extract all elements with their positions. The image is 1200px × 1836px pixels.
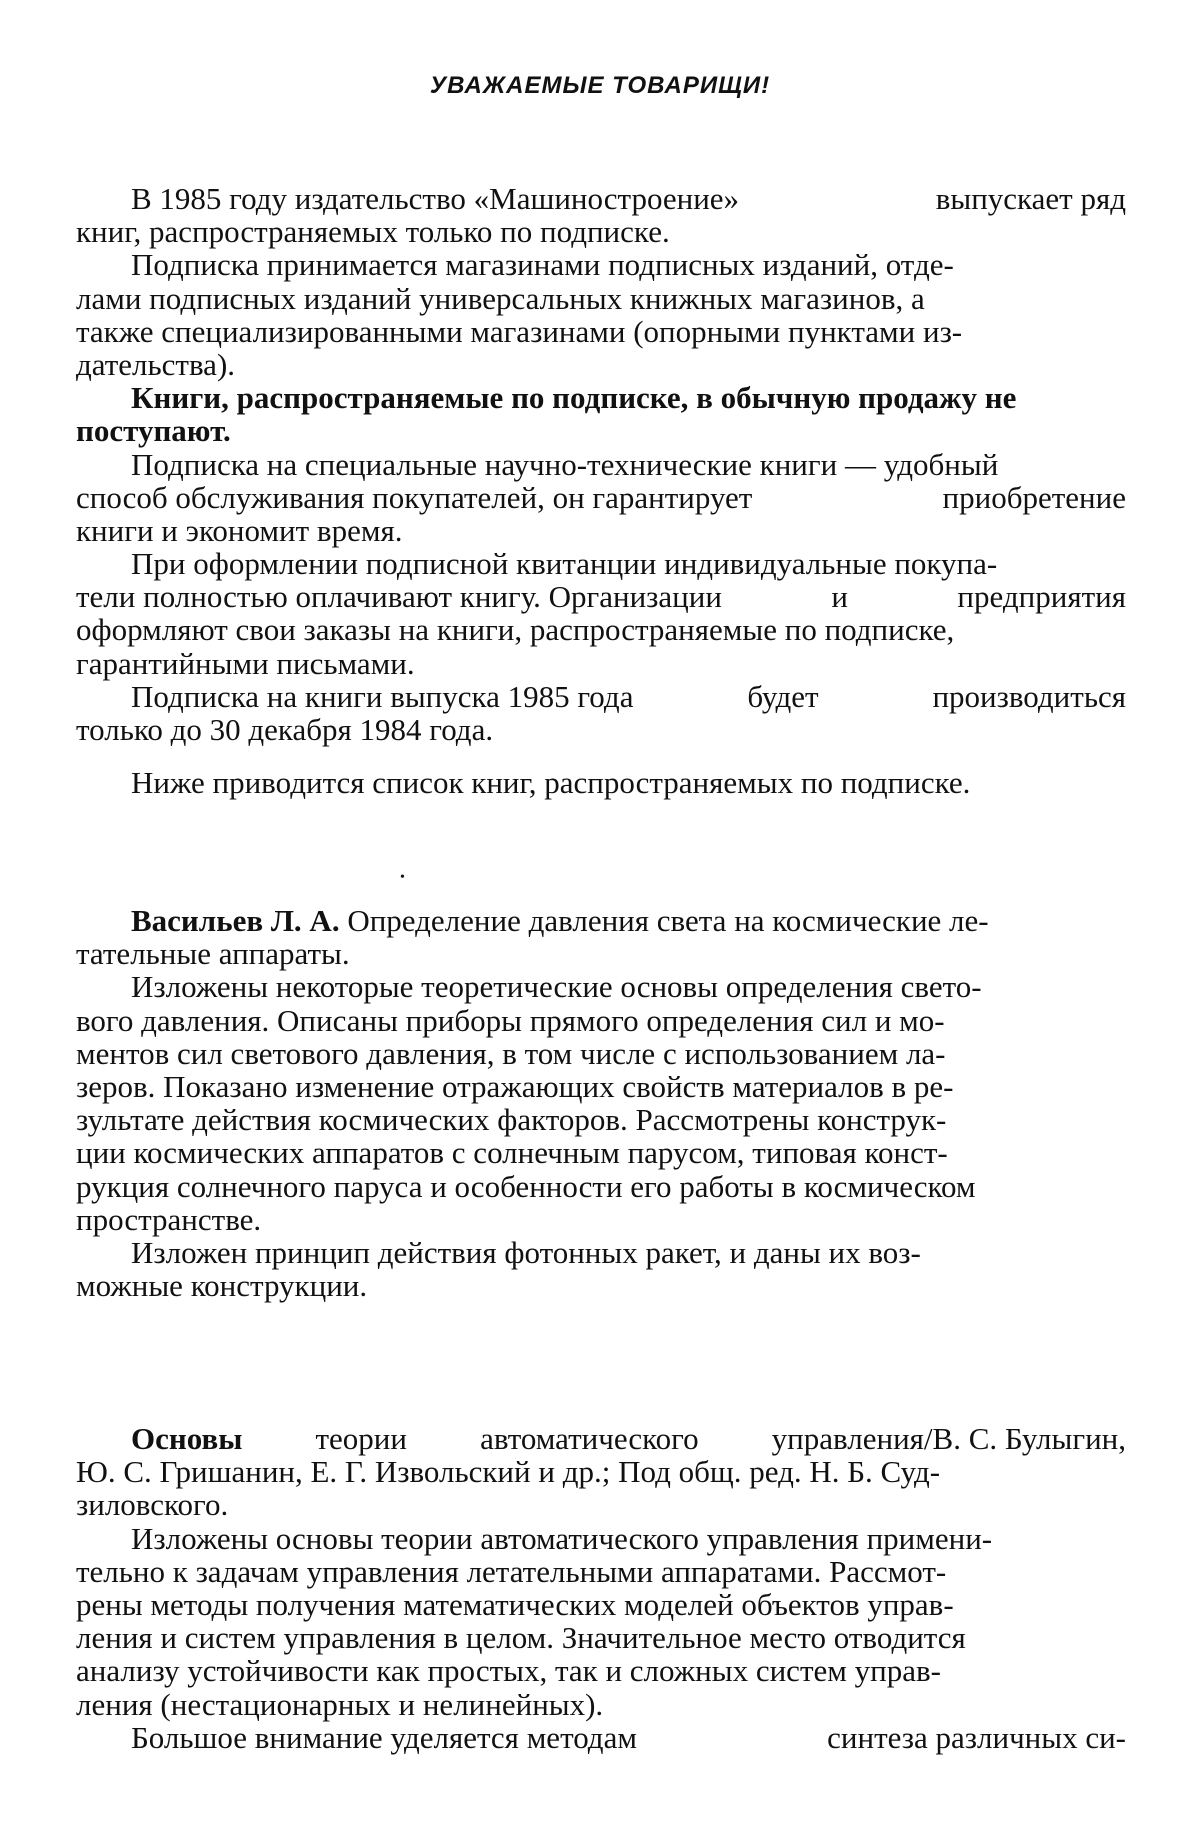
text-segment: и xyxy=(831,579,848,615)
text-segment: При оформлении подписной квитанции индивидуальные покупа- xyxy=(131,546,998,582)
text-segment: книг, распространяемых только по подписке. xyxy=(76,214,670,250)
text-segment: тательные аппараты. xyxy=(76,936,350,972)
text-line xyxy=(76,315,1126,348)
text-line xyxy=(76,514,1126,547)
text-segment: Большое внимание уделяется методам xyxy=(131,1719,637,1755)
book-title-bold: Основы xyxy=(131,1421,243,1456)
text-segment: вого давления. Описаны приборы прямого определения сил и мо- xyxy=(76,1002,945,1038)
text-segment: гарантийными письмами. xyxy=(76,645,415,681)
text-segment: способ обслуживания покупателей, он гарантирует xyxy=(76,479,753,515)
page-heading: УВАЖАЕМЫЕ ТОВАРИЩИ! xyxy=(429,72,771,99)
text-segment: теории xyxy=(315,1421,407,1456)
text-segment: Подписка на специальные научно-технические книги — удобный xyxy=(131,446,999,482)
text-segment: Изложен принцип действия фотонных ракет, и даны их воз- xyxy=(131,1234,921,1270)
text-line xyxy=(76,1654,1126,1687)
text-line xyxy=(76,1004,1126,1037)
text-segment: Изложены основы теории автоматического управления примени- xyxy=(131,1520,993,1556)
text-segment: тельно к задачам управления летательными аппаратами. Рассмот- xyxy=(76,1553,947,1589)
text-segment: можные конструкции. xyxy=(76,1268,368,1304)
book-entry-osnovy xyxy=(76,1422,1126,1754)
text-line xyxy=(76,381,1126,414)
text-line xyxy=(76,1522,1126,1555)
stray-mark: • xyxy=(400,870,405,885)
text-segment: ментов сил светового давления, в том числе с использованием ла- xyxy=(76,1035,946,1071)
text-segment: рукция солнечного паруса и особенности его работы в космическом xyxy=(76,1168,976,1204)
text-segment: книги и экономит время. xyxy=(76,512,403,548)
text-segment: выпускает ряд xyxy=(935,181,1126,216)
text-segment: пространстве. xyxy=(76,1201,262,1237)
text-line xyxy=(76,1170,1126,1203)
text-segment: В 1985 году издательство «Машиностроение» xyxy=(131,181,740,216)
text-line xyxy=(76,647,1126,680)
text-segment xyxy=(131,904,989,937)
text-line xyxy=(76,1136,1126,1169)
text-line xyxy=(76,904,1126,937)
text-segment: рены методы получения математических моделей объектов управ- xyxy=(76,1586,954,1622)
text-line xyxy=(76,448,1126,481)
text-line xyxy=(76,215,1126,248)
text-line xyxy=(76,1721,1126,1754)
text-line xyxy=(76,1236,1126,1269)
text-segment: синтеза различных си- xyxy=(827,1719,1126,1755)
intro-section xyxy=(76,182,1126,799)
text-segment: только до 30 декабря 1984 года. xyxy=(76,712,494,747)
text-segment: ления (нестационарных и нелинейных). xyxy=(76,1686,604,1722)
text-line xyxy=(76,1269,1126,1302)
text-segment: оформляют свои заказы на книги, распространяемые по подписке, xyxy=(76,612,955,648)
text-line xyxy=(76,1588,1126,1621)
text-segment: лами подписных изданий универсальных книжных магазинов, а xyxy=(76,280,925,316)
text-segment: дательства). xyxy=(76,346,236,382)
text-segment: ления и систем управления в целом. Значительное место отводится xyxy=(76,1620,966,1656)
text-segment: анализу устойчивости как простых, так и сложных систем управ- xyxy=(76,1653,941,1689)
text-line xyxy=(76,713,1126,746)
text-segment: приобретение xyxy=(942,479,1126,515)
text-segment: зеров. Показано изменение отражающих свойств материалов в ре- xyxy=(76,1068,954,1104)
text-line xyxy=(76,1422,1126,1455)
text-line xyxy=(76,182,1126,215)
text-line xyxy=(76,1488,1126,1521)
text-segment: поступают. xyxy=(76,413,231,449)
text-line xyxy=(76,1203,1126,1236)
text-segment: автоматического xyxy=(480,1421,699,1456)
text-line xyxy=(76,613,1126,646)
text-segment: Ю. С. Гришанин, Е. Г. Извольский и др.; Под общ. ред. Н. Б. Суд- xyxy=(76,1454,941,1490)
text-line xyxy=(76,1455,1126,1488)
text-segment: будет xyxy=(747,678,819,714)
text-segment: Подписка принимается магазинами подписных изданий, отде- xyxy=(131,247,954,283)
text-line xyxy=(76,1037,1126,1070)
text-line xyxy=(76,282,1126,315)
text-line xyxy=(76,1621,1126,1654)
text-line xyxy=(76,414,1126,447)
text-segment: предприятия xyxy=(957,579,1126,615)
text-segment: зиловского. xyxy=(76,1487,229,1523)
text-segment: Изложены некоторые теоретические основы определения свето- xyxy=(131,969,982,1005)
text-line xyxy=(76,1103,1126,1136)
book-title: Определение давления света на космические ле- xyxy=(347,903,989,938)
text-segment: тели полностью оплачивают книгу. Организации xyxy=(76,579,722,615)
text-line xyxy=(76,1555,1126,1588)
text-line xyxy=(76,547,1126,580)
text-line xyxy=(76,348,1126,381)
text-line xyxy=(76,1688,1126,1721)
book-entry-vasiliev xyxy=(76,904,1126,1302)
text-segment: управления/В. С. Булыгин, xyxy=(771,1421,1126,1456)
book-author: Васильев Л. А. xyxy=(131,903,340,938)
text-line xyxy=(76,766,1126,799)
text-line xyxy=(76,937,1126,970)
text-line xyxy=(76,680,1126,713)
text-segment: также специализированными магазинами (опорными пунктами из- xyxy=(76,313,963,349)
text-line xyxy=(76,1070,1126,1103)
text-line xyxy=(76,248,1126,281)
text-segment: Подписка на книги выпуска 1985 года xyxy=(131,678,634,714)
text-segment: ции космических аппаратов с солнечным парусом, типовая конст- xyxy=(76,1135,948,1171)
text-segment: Ниже приводится список книг, распространяемых по подписке. xyxy=(131,765,971,801)
paragraph-gap xyxy=(76,746,1126,766)
text-segment: производиться xyxy=(932,678,1126,714)
text-line xyxy=(76,970,1126,1003)
text-segment: Книги, распространяемые по подписке, в обычную продажу не xyxy=(131,380,1017,416)
text-line xyxy=(76,481,1126,514)
text-line xyxy=(76,580,1126,613)
text-segment: зультате действия космических факторов. Рассмотрены конструк- xyxy=(76,1102,947,1138)
